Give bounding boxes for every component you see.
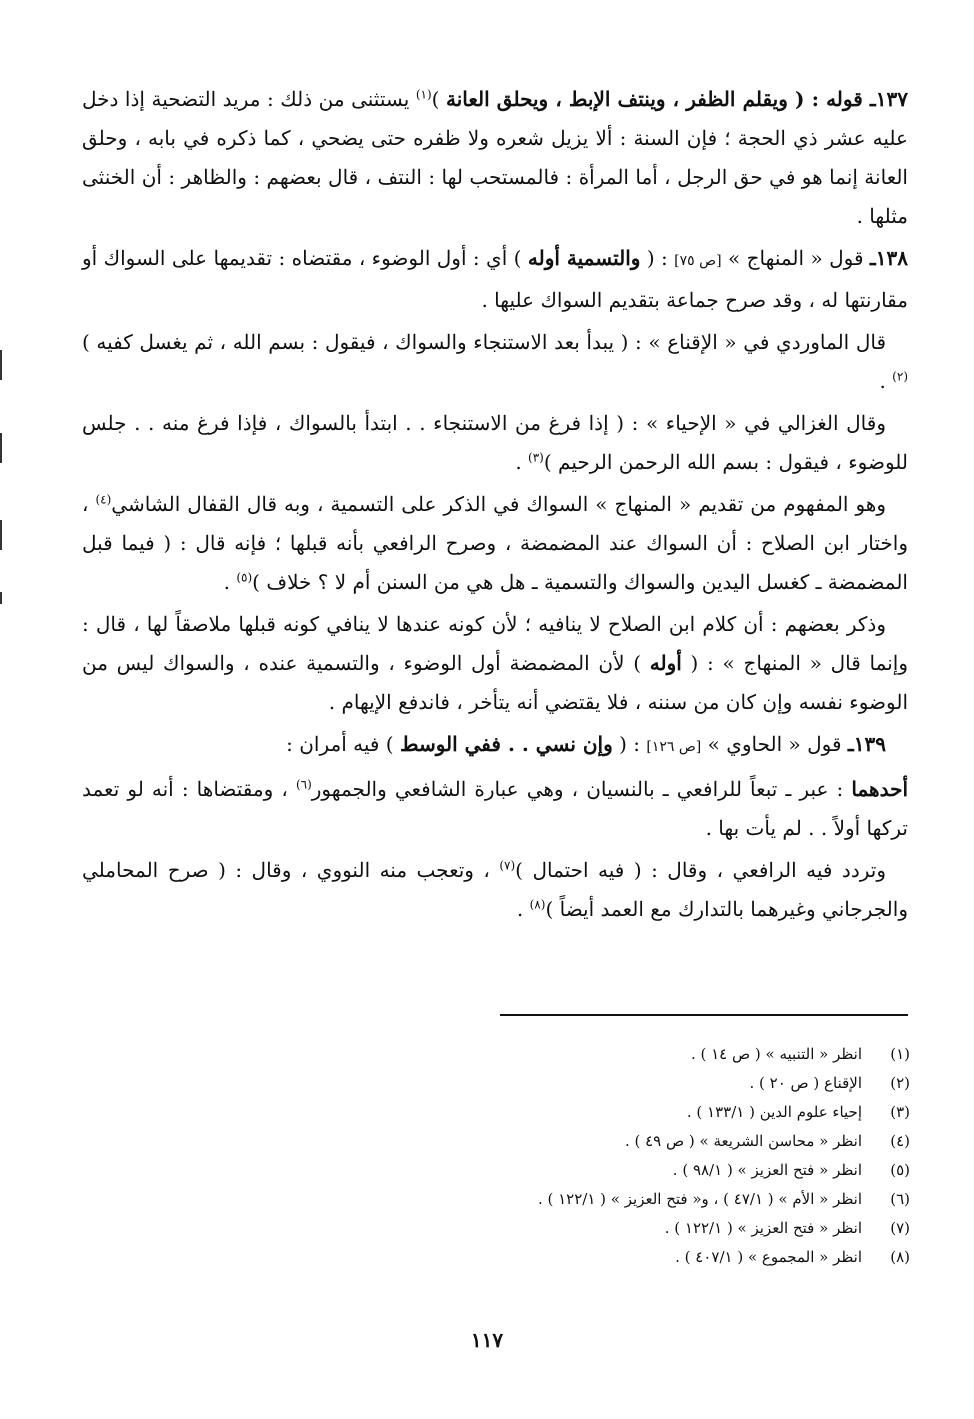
- text-run: ، واختار ابن الصلاح : أن السواك عند المضمضة ، وصرح الرافعي بأنه قبلها ؛ فإنه قال : ( فيما قبل المضمضة ـ كغسل اليدين والسواك والتسمية ـ هل هي من السنن أم لا ؟ خلاف ): [82, 492, 908, 594]
- text-run: قول « المنهاج »: [721, 246, 870, 270]
- footnote-ref: (٣): [528, 450, 544, 465]
- footnote: [350, 1156, 910, 1185]
- page-number: ١١٧: [470, 1328, 504, 1352]
- text-run: وذكر بعضهم : أن كلام ابن الصلاح لا ينافيه ؛ لأن كونه عندها لا ينافي كونه قبلها ملاصقاً لها ، قال : وإنما قال « المنهاج » : (: [82, 612, 908, 675]
- footnote-text: انظر « الأم » ( ٤٧/١ ) ، و« فتح العزيز » ( ١٢٢/١ ) .: [537, 1190, 862, 1208]
- footnote: [350, 1214, 910, 1243]
- footnote-number: (١): [890, 1045, 910, 1063]
- footnote: [350, 1069, 910, 1098]
- paragraph-minhaj-order: [82, 485, 908, 602]
- footnote-number: (٢): [890, 1074, 910, 1092]
- text-run: ) أي : أول الوضوء ، مقتضاه : تقديمها على السواك أو مقارنتها له ، وقد صرح جماعة بتقديم السواك عليها .: [82, 246, 908, 312]
- scan-edge-mark: [0, 350, 2, 380]
- page-reference: [ص ١٢٦]: [646, 739, 702, 755]
- scan-edge-mark: [0, 433, 2, 463]
- footnote-text: انظر « فتح العزيز » ( ١٢٢/١ ) .: [664, 1219, 862, 1237]
- bold-text: وإن نسي . . ففي الوسط: [399, 732, 613, 756]
- paragraph-mawardi-quote: [82, 323, 908, 401]
- bold-text: ١٣٩ـ: [847, 732, 886, 756]
- footnote-text: انظر « التنبيه » ( ص ١٤ ) .: [690, 1045, 862, 1063]
- footnote-ref: (٨): [529, 897, 546, 912]
- footnote-ref: (٦): [295, 777, 312, 792]
- footnote-number: (٣): [890, 1103, 910, 1121]
- footnote-ref: (٥): [236, 570, 253, 585]
- footnote-text: انظر « محاسن الشريعة » ( ص ٤٩ ) .: [624, 1132, 862, 1150]
- bold-text: ١٣٨ـ: [869, 246, 909, 270]
- scan-edge-mark: [0, 520, 2, 550]
- text-run: ، ومقتضاها : أنه لو تعمد تركها أولاً . . لم يأت بها .: [82, 777, 908, 840]
- bold-text: أحدهما: [851, 777, 908, 801]
- footnote-text: انظر « المجموع » ( ٤٠٧/١ ) .: [675, 1248, 862, 1266]
- footnote-number: (٧): [890, 1219, 910, 1237]
- text-run: .: [223, 570, 237, 594]
- text-run: .: [879, 369, 893, 393]
- text-run: ) فيه أمران :: [286, 732, 400, 756]
- footnote-text: إحياء علوم الدين ( ١٣٣/١ ) .: [686, 1103, 862, 1121]
- paragraph-ghazali-quote: [82, 404, 908, 482]
- footnote-text: الإقناع ( ص ٢٠ ) .: [749, 1074, 862, 1092]
- footnotes: [350, 1040, 910, 1272]
- footnote: [350, 1185, 910, 1214]
- text-run: قال الماوردي في « الإقناع » : ( يبدأ بعد الاستنجاء والسواك ، فيقول : بسم الله ، ثم يغسل كفيه ): [82, 330, 886, 354]
- bold-text: ١٣٧ـ قوله : (: [787, 87, 908, 111]
- footnote-number: (٦): [890, 1190, 910, 1208]
- footnote-number: (٤): [890, 1132, 910, 1150]
- text-run: ): [431, 87, 446, 111]
- text-run: : (: [612, 732, 647, 756]
- main-text: [82, 80, 908, 932]
- text-run: : (: [640, 246, 675, 270]
- paragraph-139: [82, 725, 908, 767]
- footnote-ref: (٢): [892, 369, 908, 384]
- footnote: [350, 1098, 910, 1127]
- text-run: وهو المفهوم من تقديم « المنهاج » السواك في الذكر على التسمية ، وبه قال القفال الشاشي: [111, 492, 887, 516]
- text-run: .: [516, 897, 530, 921]
- footnote-ref: (٧): [499, 858, 516, 873]
- text-run: يستثنى من ذلك : مريد التضحية إذا دخل عليه عشر ذي الحجة ؛ فإن السنة : ألا يزيل شعره ولا ظفره حتى يضحي ، كما ذكره في بابه ، وحلق العانة إنما هو في حق الرجل ، أما المرأة : فالمستحب لها : النتف ، قال بعضهم : والظاهر : أن الخنثى مثلها .: [82, 87, 908, 228]
- paragraph-138: [82, 239, 908, 320]
- bold-text: ويقلم الظفر ، وينتف الإبط ، ويحلق العانة: [445, 87, 788, 111]
- footnote-ref: (٤): [95, 492, 112, 507]
- bold-text: والتسمية أوله: [527, 246, 641, 270]
- text-run: وقال الغزالي في « الإحياء » : ( إذا فرغ من الاستنجاء . . ابتدأ بالسواك ، فإذا فرغ منه . . جلس للوضوء ، فيقول : بسم الله الرحمن الرحيم ): [82, 411, 908, 474]
- text-run: : عبر ـ تبعاً للرافعي ـ بالنسيان ، وهي عبارة الشافعي والجمهور: [311, 777, 852, 801]
- text-run: قول « الحاوي »: [701, 732, 848, 756]
- footnote: [350, 1040, 910, 1069]
- text-run: ) لأن المضمضة أول الوضوء ، والتسمية عنده ، والسواك ليس من الوضوء نفسه وإن كان من سننه ، فلا يقتضي أنه يتأخر ، فاندفع الإيهام .: [82, 651, 908, 714]
- footnote-number: (٥): [890, 1161, 910, 1179]
- footnote: [350, 1243, 910, 1272]
- text-run: وتردد فيه الرافعي ، وقال : ( فيه احتمال ): [515, 858, 886, 882]
- paragraph-137: [82, 80, 908, 236]
- footnote-number: (٨): [890, 1248, 910, 1266]
- paragraph-rafii-hesitation: [82, 851, 908, 929]
- bold-text: أوله: [649, 651, 682, 675]
- footnote-ref: (١): [415, 87, 432, 102]
- page-reference: [ص ٧٥]: [674, 253, 722, 269]
- footnote-separator: [500, 1014, 908, 1016]
- paragraph-first-matter: [82, 770, 908, 848]
- footnote-text: انظر « فتح العزيز » ( ٩٨/١ ) .: [672, 1161, 862, 1179]
- paragraph-ibn-salah-reconcile: [82, 605, 908, 722]
- scan-edge-mark: [0, 592, 2, 604]
- text-run: ، وتعجب منه النووي ، وقال : ( صرح المحاملي والجرجاني وغيرهما بالتدارك مع العمد أيضاً ): [82, 858, 908, 921]
- footnote: [350, 1127, 910, 1156]
- text-run: .: [515, 450, 529, 474]
